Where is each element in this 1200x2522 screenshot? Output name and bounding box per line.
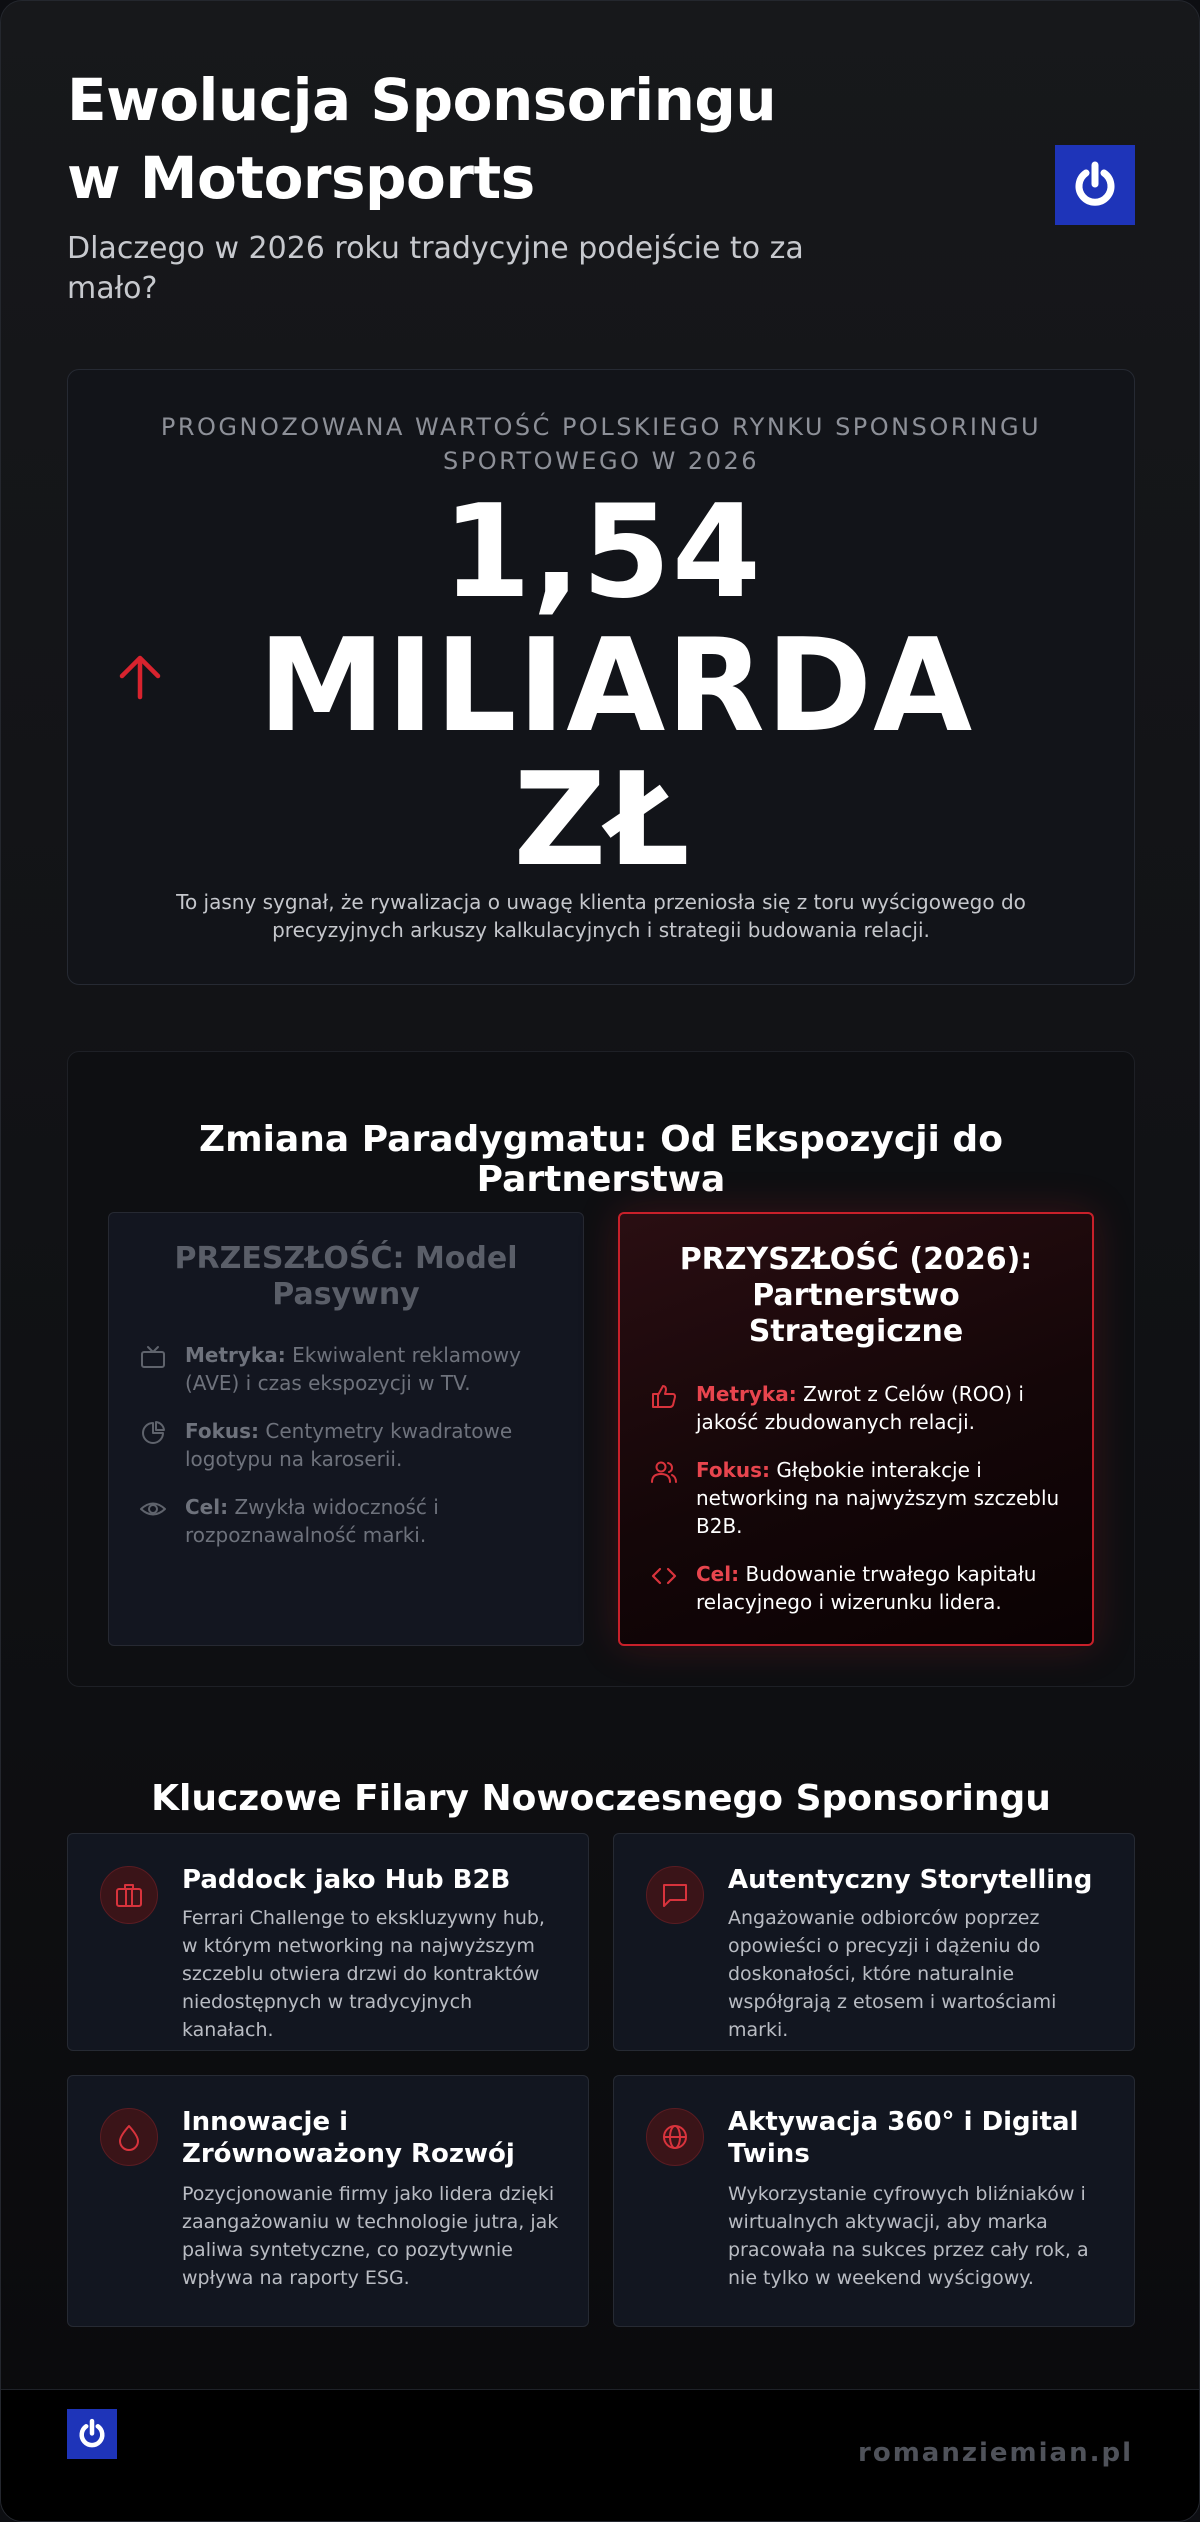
future-point-label: Cel: <box>696 1562 740 1586</box>
pillar-badge <box>100 1866 158 1924</box>
code-icon <box>650 1562 678 1590</box>
paradigm-shift-section <box>67 1051 1135 1687</box>
pillar-description: Pozycjonowanie firmy jako lidera dzięki zaangażowaniu w technologie jutra, jak paliwa syntetyczne, co pozytywnie wpływa na raporty ESG. <box>182 2183 559 2289</box>
pillar-description: Angażowanie odbiorców poprzez opowieści o precyzji i dążeniu do doskonałości, które naturalnie współgrają z etosem i wartościami marki. <box>728 1907 1057 2041</box>
future-point-text: Głębokie interakcje i networking na najwyższym szczeblu B2B. <box>696 1458 1060 1538</box>
pillar-title: Aktywacja 360° i Digital Twins <box>728 2107 1079 2169</box>
pillar-card-b2b-hub <box>67 1833 589 2051</box>
market-value-label: PROGNOZOWANA WARTOŚĆ POLSKIEGO RYNKU SPONSORINGU SPORTOWEGO W 2026 <box>160 413 1042 475</box>
past-point-goal <box>139 1493 557 1549</box>
future-model-card <box>618 1212 1094 1646</box>
market-value-caption: To jasny sygnał, że rywalizacja o uwagę klienta przeniosła się z toru wyścigowego do precyzyjnych arkuszy kalkulacyjnych i strategii budowania relacji. <box>176 890 1026 942</box>
future-point-focus <box>650 1456 1066 1540</box>
pillar-card-innovation <box>67 2075 589 2327</box>
pillars-title: Kluczowe Filary Nowoczesnego Sponsoringu <box>151 1777 1051 1819</box>
pillar-card-activation <box>613 2075 1135 2327</box>
footer-logo <box>67 2409 117 2459</box>
market-value-card <box>67 369 1135 985</box>
header <box>67 61 847 309</box>
thumbs-up-icon <box>650 1382 678 1410</box>
page-title: Ewolucja Sponsoringu w Motorsports <box>67 66 777 212</box>
arrow-up-icon <box>114 651 166 703</box>
past-point-label: Cel: <box>185 1495 229 1519</box>
future-point-label: Fokus: <box>696 1458 771 1482</box>
past-model-card <box>108 1212 584 1646</box>
pillar-description: Ferrari Challenge to ekskluzywny hub, w którym networking na najwyższym szczeblu otwiera drzwi do kontraktów niedostępnych w tradycyjnych kanałach. <box>182 1907 545 2041</box>
page-subtitle: Dlaczego w 2026 roku tradycyjne podejście to za mało? <box>67 231 804 306</box>
past-point-text: Centymetry kwadratowe logotypu na karoserii. <box>185 1419 513 1471</box>
future-model-title: PRZYSZŁOŚĆ (2026): Partnerstwo Strategiczne <box>679 1242 1033 1349</box>
past-point-label: Fokus: <box>185 1419 260 1443</box>
message-icon <box>660 1880 690 1910</box>
pillar-title: Autentyczny Storytelling <box>728 1865 1093 1895</box>
power-icon <box>74 2416 110 2452</box>
brand-logo <box>1055 145 1135 225</box>
tv-icon <box>139 1343 167 1371</box>
future-point-text: Zwrot z Celów (ROO) i jakość zbudowanych relacji. <box>696 1382 1024 1434</box>
future-point-label: Metryka: <box>696 1382 797 1406</box>
pillar-description: Wykorzystanie cyfrowych bliźniaków i wirtualnych aktywacji, aby marka pracowała na sukces przez cały rok, a nie tylko w weekend wyścigowy. <box>728 2183 1089 2289</box>
past-model-title: PRZESZŁOŚĆ: Model Pasywny <box>174 1241 518 1312</box>
pillar-badge <box>646 2108 704 2166</box>
pillar-title: Innowacje i Zrównoważony Rozwój <box>182 2107 515 2169</box>
droplet-icon <box>114 2122 144 2152</box>
globe-icon <box>660 2122 690 2152</box>
past-point-label: Metryka: <box>185 1343 286 1367</box>
pillar-title: Paddock jako Hub B2B <box>182 1865 511 1895</box>
footer-domain-link[interactable]: romanziemian.pl <box>858 2438 1133 2468</box>
pie-chart-icon <box>139 1419 167 1447</box>
future-point-text: Budowanie trwałego kapitału relacyjnego i wizerunku lidera. <box>696 1562 1037 1614</box>
future-point-metric <box>650 1380 1066 1436</box>
past-point-metric <box>139 1341 557 1397</box>
pillar-badge <box>646 1866 704 1924</box>
pillar-card-storytelling <box>613 1833 1135 2051</box>
past-point-text: Ekwiwalent reklamowy (AVE) i czas ekspozycji w TV. <box>185 1343 521 1395</box>
market-value-number: 1,54 MILIARDA ZŁ <box>258 478 974 895</box>
power-icon <box>1067 157 1123 213</box>
eye-icon <box>139 1495 167 1523</box>
past-point-text: Zwykła widoczność i rozpoznawalność marki. <box>185 1495 439 1547</box>
future-point-goal <box>650 1560 1066 1616</box>
past-point-focus <box>139 1417 557 1473</box>
briefcase-icon <box>114 1880 144 1910</box>
users-icon <box>650 1458 678 1486</box>
paradigm-title: Zmiana Paradygmatu: Od Ekspozycji do Partnerstwa <box>199 1118 1003 1200</box>
pillar-badge <box>100 2108 158 2166</box>
